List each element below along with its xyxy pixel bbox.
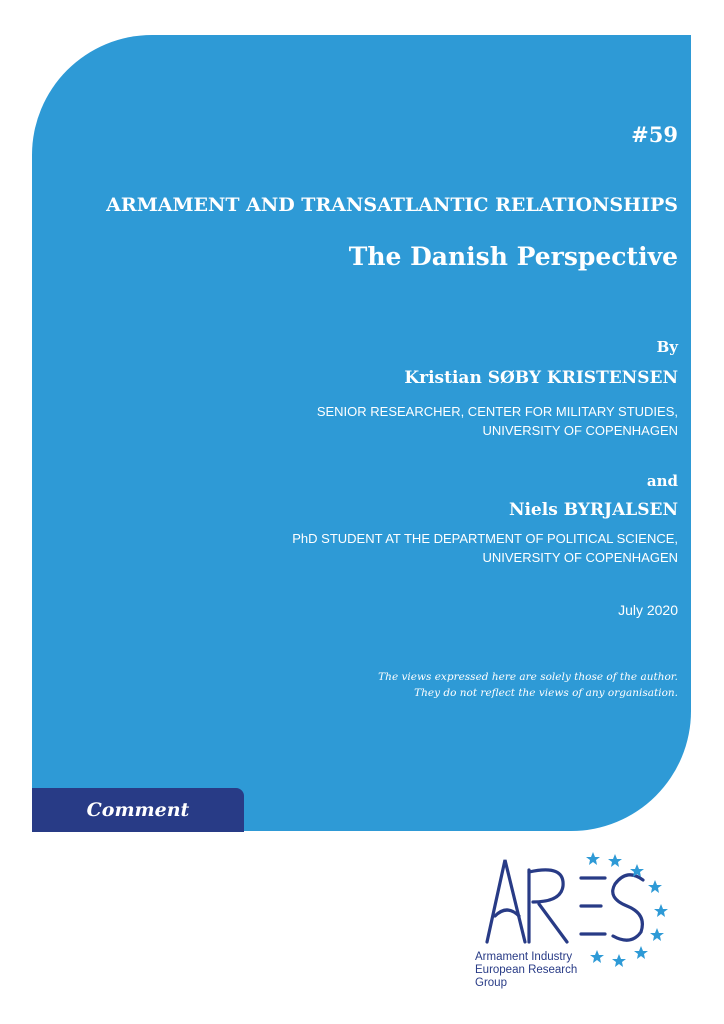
author1-affiliation — [317, 402, 678, 440]
disclaimer-line: They do not reflect the views of any organisation. — [414, 687, 678, 699]
author2-affiliation — [292, 529, 678, 567]
logo-caption — [475, 951, 577, 990]
publication-date: July 2020 — [618, 602, 678, 618]
document-title: ARMAMENT AND TRANSATLANTIC RELATIONSHIPS — [106, 194, 678, 216]
logo-caption-line: Group — [475, 977, 507, 989]
disclaimer — [378, 669, 678, 701]
author2-affiliation-line: UNIVERSITY OF COPENHAGEN — [482, 550, 678, 565]
comment-tab-label: Comment — [86, 799, 190, 821]
issue-number: #59 — [631, 122, 678, 147]
stars-icon — [586, 852, 668, 967]
logo-caption-line: Armament Industry — [475, 951, 573, 963]
disclaimer-line: The views expressed here are solely those of the author. — [378, 671, 678, 683]
author1-name: Kristian SØBY KRISTENSEN — [404, 368, 678, 388]
by-label: By — [656, 338, 678, 356]
author1-affiliation-line: SENIOR RESEARCHER, CENTER FOR MILITARY STUDIES, — [316, 404, 678, 419]
logo-caption-line: European Research — [475, 964, 578, 976]
author1-affiliation-line: UNIVERSITY OF COPENHAGEN — [482, 423, 678, 438]
author2-name: Niels BYRJALSEN — [508, 500, 678, 520]
comment-tab — [32, 788, 244, 832]
author2-affiliation-line: PhD STUDENT AT THE DEPARTMENT OF POLITICAL SCIENCE, — [292, 531, 678, 546]
document-subtitle: The Danish Perspective — [348, 242, 678, 271]
and-label: and — [646, 472, 678, 490]
